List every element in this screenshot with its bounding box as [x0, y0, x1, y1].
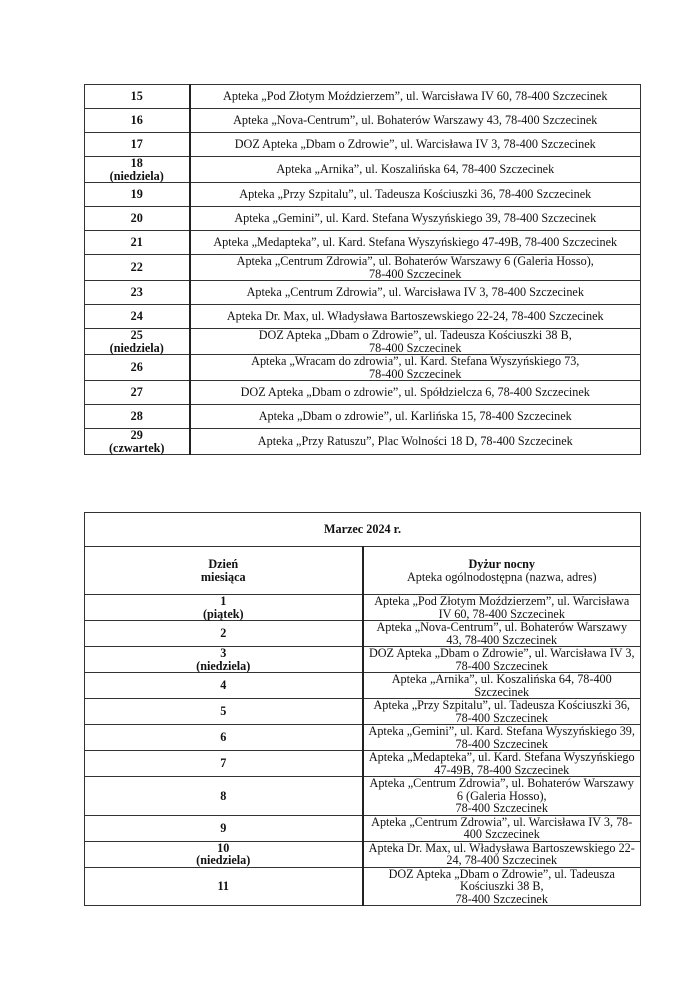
address-line: 78-400 Szczecinek: [455, 891, 548, 906]
table-row: [85, 867, 641, 906]
day-cell: [85, 109, 190, 133]
day-cell: [85, 405, 190, 429]
pharmacy-address-cell: [363, 647, 641, 673]
day-number: 7: [220, 756, 227, 771]
table-row: [85, 841, 641, 867]
address-line: Apteka „Dbam o zdrowie”, ul. Karlińska 15, 78-400 Szczecinek: [258, 409, 572, 424]
address-line: Apteka „Centrum Zdrowia”, ul. Bohaterów Warszawy 6 (Galeria Hosso),: [369, 776, 634, 803]
day-cell: [85, 85, 190, 109]
table-row: [85, 673, 641, 699]
pharmacy-address-cell: [190, 109, 641, 133]
address-line: Apteka „Przy Ratuszu”, Plac Wolności 18 D, 78-400 Szczecinek: [257, 434, 573, 449]
table-row: [85, 381, 641, 405]
address-line: DOZ Apteka „Dbam o Zdrowie”, ul. Tadeusza Kościuszki 38 B,: [258, 328, 572, 342]
address-line: Apteka „Przy Szpitalu”, ul. Tadeusza Kościuszki 36, 78-400 Szczecinek: [373, 698, 630, 725]
pharmacy-address-cell: [190, 85, 641, 109]
pharmacy-address-cell: [190, 405, 641, 429]
day-number: 29: [130, 428, 143, 442]
table-row: [85, 305, 641, 329]
table-row: [85, 329, 641, 355]
table-row: [85, 405, 641, 429]
march-duty-table: [84, 512, 641, 906]
day-number: 6: [220, 730, 227, 745]
day-number: 20: [130, 211, 143, 226]
day-cell: [85, 157, 190, 183]
pharmacy-address-cell: [190, 381, 641, 405]
address-line: Apteka „Pod Złotym Moździerzem”, ul. Warcisława IV 60, 78-400 Szczecinek: [374, 594, 630, 621]
pharmacy-address-cell: [363, 751, 641, 777]
table-row: [85, 133, 641, 157]
pharmacy-address-cell: [190, 429, 641, 455]
address-line: Apteka „Gemini”, ul. Kard. Stefana Wyszyńskiego 39, 78-400 Szczecinek: [234, 211, 597, 226]
table-row: [85, 231, 641, 255]
pharmacy-address-cell: [363, 725, 641, 751]
table-row: [85, 207, 641, 231]
table-row: [85, 699, 641, 725]
address-line: Apteka „Centrum Zdrowia”, ul. Warcisława IV 3, 78-400 Szczecinek: [371, 814, 633, 841]
duty-column-header: [363, 547, 641, 595]
day-cell: [85, 429, 190, 455]
table-row: [85, 109, 641, 133]
address-line: Apteka „Nova-Centrum”, ul. Bohaterów Warszawy 43, 78-400 Szczecinek: [376, 620, 628, 647]
day-header-line-2: miesiąca: [200, 569, 246, 584]
pharmacy-address-cell: [363, 621, 641, 647]
day-number: 24: [130, 309, 143, 324]
address-line: Apteka „Medapteka”, ul. Kard. Stefana Wyszyńskiego 47-49B, 78-400 Szczecinek: [213, 235, 618, 250]
pharmacy-address-cell: [190, 255, 641, 281]
pharmacy-address-cell: [363, 595, 641, 621]
day-cell: [85, 183, 190, 207]
day-cell: [85, 777, 363, 816]
day-note: (niedziela): [196, 658, 251, 673]
address-line: Apteka „Centrum Zdrowia”, ul. Bohaterów Warszawy 6 (Galeria Hosso),: [236, 254, 594, 268]
table-row: [85, 647, 641, 673]
address-line: Apteka „Centrum Zdrowia”, ul. Warcisława IV 3, 78-400 Szczecinek: [246, 285, 584, 300]
pharmacy-address-cell: [363, 867, 641, 906]
table-row: [85, 85, 641, 109]
day-number: 23: [130, 285, 143, 300]
month-title-row: [85, 513, 641, 547]
day-number: 17: [130, 137, 143, 152]
duty-header-title: Dyżur nocny: [468, 557, 535, 571]
address-line: Apteka Dr. Max, ul. Władysława Bartoszewskiego 22-24, 78-400 Szczecinek: [226, 309, 604, 324]
day-cell: [85, 751, 363, 777]
pharmacy-address-cell: [190, 183, 641, 207]
table-row: [85, 595, 641, 621]
address-line: DOZ Apteka „Dbam o Zdrowie”, ul. Warcisława IV 3, 78-400 Szczecinek: [234, 137, 596, 152]
day-number: 22: [130, 260, 143, 275]
address-line: DOZ Apteka „Dbam o Zdrowie”, ul. Tadeusza Kościuszki 38 B,: [388, 866, 615, 893]
table-row: [85, 429, 641, 455]
day-note: (niedziela): [109, 340, 164, 355]
pharmacy-address-cell: [363, 673, 641, 699]
day-cell: [85, 815, 363, 841]
day-number: 1: [220, 594, 227, 608]
day-cell: [85, 725, 363, 751]
day-number: 21: [130, 235, 143, 250]
day-number: 25: [130, 328, 143, 342]
column-header-row: [85, 547, 641, 595]
day-number: 16: [130, 113, 143, 128]
day-cell: [85, 841, 363, 867]
february-table-body: [85, 85, 641, 455]
table-row: [85, 621, 641, 647]
day-cell: [85, 329, 190, 355]
duty-header-subtitle: Apteka ogólnodostępna (nazwa, adres): [406, 569, 597, 584]
day-note: (niedziela): [109, 168, 164, 183]
day-number: 28: [130, 409, 143, 424]
day-number: 18: [130, 156, 143, 170]
day-cell: [85, 281, 190, 305]
pharmacy-address-cell: [363, 815, 641, 841]
address-line: Apteka „Arnika”, ul. Koszalińska 64, 78-400 Szczecinek: [391, 672, 612, 699]
march-table-body: [85, 513, 641, 906]
day-number: 11: [217, 879, 229, 893]
pharmacy-address-cell: [190, 207, 641, 231]
february-duty-table: [84, 84, 641, 455]
address-line: Apteka „Nova-Centrum”, ul. Bohaterów Warszawy 43, 78-400 Szczecinek: [233, 113, 598, 128]
table-row: [85, 725, 641, 751]
pharmacy-address-cell: [190, 355, 641, 381]
address-line: Apteka „Wracam do zdrowia”, ul. Kard. Stefana Wyszyńskiego 73,: [251, 354, 580, 368]
day-cell: [85, 647, 363, 673]
day-number: 3: [220, 646, 227, 660]
address-line: Apteka „Gemini”, ul. Kard. Stefana Wyszyńskiego 39, 78-400 Szczecinek: [368, 724, 635, 751]
address-line: Apteka „Pod Złotym Moździerzem”, ul. Warcisława IV 60, 78-400 Szczecinek: [223, 89, 608, 104]
pharmacy-address-cell: [190, 133, 641, 157]
day-header-line-1: Dzień: [208, 557, 239, 571]
table-row: [85, 183, 641, 207]
day-number: 19: [130, 187, 143, 202]
pharmacy-address-cell: [190, 157, 641, 183]
day-cell: [85, 133, 190, 157]
day-number: 15: [130, 89, 143, 104]
day-cell: [85, 621, 363, 647]
address-line: Apteka „Medapteka”, ul. Kard. Stefana Wyszyńskiego 47-49B, 78-400 Szczecinek: [368, 750, 635, 777]
table-row: [85, 157, 641, 183]
day-number: 10: [217, 840, 230, 855]
address-line: 78-400 Szczecinek: [369, 366, 462, 381]
day-number: 5: [220, 704, 227, 719]
address-line: Apteka „Przy Szpitalu”, ul. Tadeusza Kościuszki 36, 78-400 Szczecinek: [239, 187, 592, 202]
day-number: 4: [220, 678, 227, 693]
pharmacy-address-cell: [190, 329, 641, 355]
pharmacy-address-cell: [363, 841, 641, 867]
address-line: 78-400 Szczecinek: [369, 266, 462, 281]
table-row: [85, 281, 641, 305]
pharmacy-address-cell: [363, 777, 641, 816]
table-row: [85, 815, 641, 841]
address-line: Apteka Dr. Max, ul. Władysława Bartoszewskiego 22-24, 78-400 Szczecinek: [368, 840, 635, 867]
day-cell: [85, 207, 190, 231]
day-note: (niedziela): [196, 853, 251, 867]
table-row: [85, 355, 641, 381]
day-cell: [85, 381, 190, 405]
day-cell: [85, 305, 190, 329]
address-line: DOZ Apteka „Dbam o zdrowie”, ul. Spółdzielcza 6, 78-400 Szczecinek: [240, 385, 590, 400]
address-line: Apteka „Arnika”, ul. Koszalińska 64, 78-400 Szczecinek: [276, 162, 555, 177]
table-row: [85, 751, 641, 777]
pharmacy-address-cell: [363, 699, 641, 725]
day-cell: [85, 673, 363, 699]
day-cell: [85, 355, 190, 381]
pharmacy-address-cell: [190, 231, 641, 255]
day-number: 27: [130, 385, 143, 400]
day-cell: [85, 867, 363, 906]
day-column-header: [85, 547, 363, 595]
day-number: 26: [130, 360, 143, 375]
day-cell: [85, 231, 190, 255]
day-cell: [85, 699, 363, 725]
day-note: (piątek): [202, 606, 244, 621]
month-title: Marzec 2024 r.: [85, 513, 641, 547]
day-cell: [85, 595, 363, 621]
table-row: [85, 255, 641, 281]
address-line: 78-400 Szczecinek: [455, 801, 548, 815]
day-number: 2: [220, 626, 227, 641]
day-note: (czwartek): [109, 440, 165, 455]
address-line: 78-400 Szczecinek: [369, 340, 462, 355]
address-line: DOZ Apteka „Dbam o Zdrowie”, ul. Warcisława IV 3, 78-400 Szczecinek: [368, 646, 635, 673]
table-row: [85, 777, 641, 816]
pharmacy-address-cell: [190, 281, 641, 305]
day-cell: [85, 255, 190, 281]
day-number: 9: [220, 820, 227, 835]
pharmacy-address-cell: [190, 305, 641, 329]
day-number: 8: [220, 788, 227, 803]
